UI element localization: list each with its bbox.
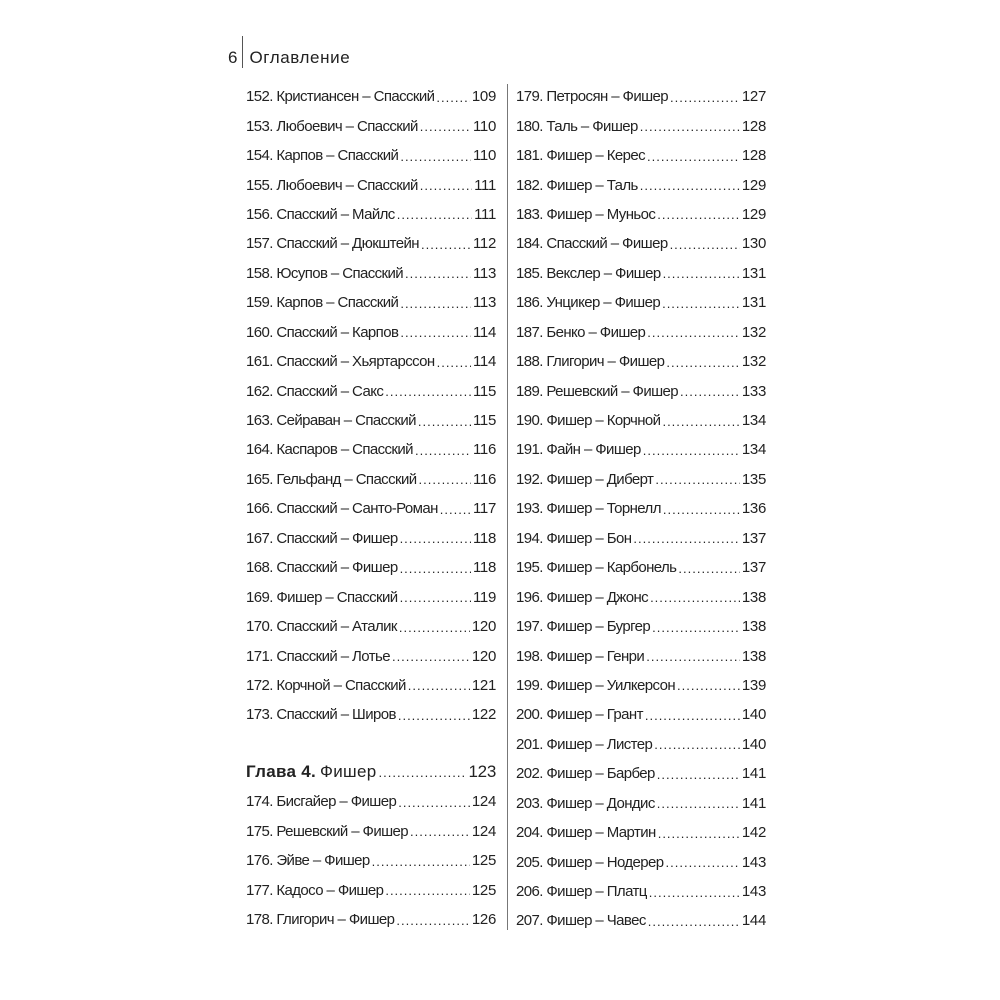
toc-entry[interactable] — [516, 259, 766, 288]
entry-page: 138 — [741, 588, 766, 606]
entry-title: 156. Спасский – Майлс — [246, 205, 395, 223]
dot-leader — [399, 620, 470, 634]
toc-entry[interactable] — [516, 671, 766, 700]
toc-entry[interactable] — [246, 612, 496, 641]
entry-title: 200. Фишер – Грант — [516, 706, 643, 724]
entry-title: 182. Фишер – Таль — [516, 176, 638, 194]
entry-page: 135 — [741, 470, 766, 488]
toc-entry[interactable] — [246, 787, 496, 816]
entry-page: 130 — [741, 235, 766, 253]
entry-title: 189. Решевский – Фишер — [516, 382, 679, 400]
entry-title: 169. Фишер – Спасский — [246, 588, 398, 606]
dot-leader — [385, 384, 471, 398]
toc-entry[interactable] — [246, 582, 496, 611]
toc-entry[interactable] — [516, 906, 766, 935]
entry-page: 114 — [472, 323, 496, 341]
entry-title: 159. Карпов – Спасский — [246, 294, 399, 312]
dot-leader — [400, 149, 471, 163]
entry-title: 152. Кристиансен – Спасский — [246, 88, 435, 106]
entry-page: 136 — [741, 500, 766, 518]
entry-page: 113 — [472, 264, 496, 282]
entry-title: 178. Глигорич – Фишер — [246, 911, 395, 929]
chapter-name: Фишер — [320, 762, 377, 782]
toc-entry[interactable] — [246, 700, 496, 729]
entry-page: 111 — [474, 205, 496, 223]
dot-leader — [658, 826, 740, 840]
entry-title: 166. Спасский – Санто-Роман — [246, 500, 438, 518]
dot-leader — [677, 678, 740, 692]
toc-entry[interactable] — [246, 875, 496, 904]
toc-entry[interactable] — [516, 818, 766, 847]
entry-page: 133 — [741, 382, 766, 400]
toc-entry[interactable] — [246, 905, 496, 934]
entry-title: 192. Фишер – Диберт — [516, 470, 654, 488]
toc-entry[interactable] — [246, 524, 496, 553]
dot-leader — [398, 708, 470, 722]
entry-page: 140 — [741, 735, 766, 753]
entry-page: 124 — [471, 822, 496, 840]
entry-title: 207. Фишер – Чавес — [516, 912, 646, 930]
dot-leader — [670, 90, 740, 104]
toc-entry[interactable] — [246, 406, 496, 435]
entry-title: 203. Фишер – Дондис — [516, 794, 655, 812]
dot-leader — [640, 119, 740, 133]
entry-title: 197. Фишер – Бургер — [516, 618, 651, 636]
dot-leader — [649, 885, 740, 899]
toc-entry[interactable] — [516, 200, 766, 229]
entry-page: 115 — [472, 412, 496, 430]
chapter-prefix: Глава 4. — [246, 762, 317, 782]
entry-page: 131 — [741, 294, 766, 312]
dot-leader — [372, 854, 470, 868]
entry-title: 180. Таль – Фишер — [516, 117, 638, 135]
entry-page: 124 — [471, 793, 496, 811]
entry-page: 114 — [472, 353, 496, 371]
entry-title: 174. Бисгайер – Фишер — [246, 793, 397, 811]
entry-title: 155. Любоевич – Спасский — [246, 176, 418, 194]
entry-page: 143 — [741, 853, 766, 871]
entry-title: 162. Спасский – Сакс — [246, 382, 384, 400]
dot-leader — [392, 649, 470, 663]
dot-leader — [666, 855, 740, 869]
toc-entry[interactable] — [516, 847, 766, 876]
toc-entry[interactable] — [246, 494, 496, 523]
entry-page: 139 — [741, 676, 766, 694]
dot-leader — [657, 796, 740, 810]
entry-page: 118 — [472, 559, 496, 577]
entry-title: 204. Фишер – Мартин — [516, 824, 656, 842]
entry-title: 170. Спасский – Аталик — [246, 618, 397, 636]
entry-page: 118 — [472, 529, 496, 547]
dot-leader — [663, 266, 740, 280]
toc-entry[interactable] — [516, 641, 766, 670]
toc-entry[interactable] — [516, 435, 766, 464]
dot-leader — [647, 149, 740, 163]
toc-entry[interactable] — [516, 759, 766, 788]
entry-title: 196. Фишер – Джонс — [516, 588, 649, 606]
dot-leader — [405, 266, 471, 280]
entry-title: 177. Кадосо – Фишер — [246, 881, 384, 899]
toc-left-column — [246, 82, 496, 934]
entry-title: 185. Векслер – Фишер — [516, 264, 661, 282]
entry-page: 119 — [472, 588, 496, 606]
entry-page: 109 — [471, 88, 496, 106]
chapter-page: 123 — [468, 762, 496, 782]
page-number: 6 — [228, 48, 238, 67]
entry-page: 117 — [472, 500, 496, 518]
entry-page: 113 — [472, 294, 496, 312]
dot-leader — [396, 913, 469, 927]
toc-entry[interactable] — [516, 288, 766, 317]
dot-leader — [657, 767, 740, 781]
entry-page: 128 — [741, 117, 766, 135]
entry-title: 153. Любоевич – Спасский — [246, 117, 418, 135]
chapter-heading[interactable] — [246, 758, 496, 787]
entry-page: 141 — [741, 794, 766, 812]
entry-page: 137 — [741, 559, 766, 577]
dot-leader — [410, 824, 470, 838]
entry-title: 167. Спасский – Фишер — [246, 529, 398, 547]
toc-entry[interactable] — [246, 200, 496, 229]
toc-right-column — [516, 82, 766, 936]
toc-entry[interactable] — [516, 141, 766, 170]
entry-page: 115 — [472, 382, 496, 400]
dot-leader — [645, 708, 740, 722]
entry-title: 198. Фишер – Генри — [516, 647, 645, 665]
toc-entry[interactable] — [246, 376, 496, 405]
toc-entry[interactable] — [246, 229, 496, 258]
dot-leader — [421, 237, 471, 251]
entry-title: 186. Унцикер – Фишер — [516, 294, 661, 312]
toc-entry[interactable] — [516, 465, 766, 494]
dot-leader — [647, 325, 740, 339]
entry-page: 144 — [741, 912, 766, 930]
dot-leader — [415, 443, 471, 457]
entry-title: 179. Петросян – Фишер — [516, 88, 669, 106]
toc-entry[interactable] — [246, 671, 496, 700]
entry-page: 116 — [472, 470, 496, 488]
toc-entry[interactable] — [516, 170, 766, 199]
column-divider — [507, 84, 508, 930]
toc-entry[interactable] — [246, 553, 496, 582]
entry-page: 129 — [741, 176, 766, 194]
dot-leader — [663, 502, 740, 516]
toc-entry[interactable] — [516, 877, 766, 906]
entry-page: 122 — [471, 706, 496, 724]
entry-title: 165. Гельфанд – Спасский — [246, 470, 417, 488]
entry-page: 111 — [474, 176, 496, 194]
entry-page: 134 — [741, 412, 766, 430]
entry-title: 160. Спасский – Карпов — [246, 323, 399, 341]
entry-page: 116 — [472, 441, 496, 459]
entry-page: 131 — [741, 264, 766, 282]
dot-leader — [400, 325, 471, 339]
dot-leader — [437, 355, 471, 369]
entry-title: 171. Спасский – Лотье — [246, 647, 390, 665]
toc-entry[interactable] — [246, 288, 496, 317]
toc-entry[interactable] — [246, 641, 496, 670]
entry-page: 125 — [471, 852, 496, 870]
toc-entry[interactable] — [246, 170, 496, 199]
dot-leader — [648, 914, 740, 928]
entry-title: 206. Фишер – Платц — [516, 883, 647, 901]
toc-entry[interactable] — [516, 229, 766, 258]
toc-entry[interactable] — [516, 553, 766, 582]
entry-page: 132 — [741, 323, 766, 341]
spacer — [246, 730, 496, 758]
dot-leader — [640, 178, 740, 192]
entry-page: 140 — [741, 706, 766, 724]
dot-leader — [397, 207, 472, 221]
dot-leader — [643, 443, 740, 457]
toc-entry[interactable] — [246, 846, 496, 875]
entry-page: 132 — [741, 353, 766, 371]
dot-leader — [440, 502, 471, 516]
toc-entry[interactable] — [516, 376, 766, 405]
entry-title: 181. Фишер – Керес — [516, 147, 646, 165]
entry-title: 172. Корчной – Спасский — [246, 676, 406, 694]
dot-leader — [654, 737, 740, 751]
dot-leader — [662, 296, 740, 310]
page-title: Оглавление — [249, 48, 351, 67]
dot-leader — [400, 561, 471, 575]
entry-title: 193. Фишер – Торнелл — [516, 500, 661, 518]
entry-title: 168. Спасский – Фишер — [246, 559, 398, 577]
toc-entry[interactable] — [516, 730, 766, 759]
dot-leader — [400, 590, 471, 604]
dot-leader — [419, 472, 471, 486]
entry-page: 134 — [741, 441, 766, 459]
entry-title: 173. Спасский – Широв — [246, 706, 396, 724]
dot-leader — [400, 296, 471, 310]
toc-entry[interactable] — [246, 817, 496, 846]
dot-leader — [657, 207, 740, 221]
entry-title: 157. Спасский – Дюкштейн — [246, 235, 419, 253]
entry-page: 138 — [741, 618, 766, 636]
dot-leader — [670, 237, 740, 251]
entry-title: 191. Файн – Фишер — [516, 441, 641, 459]
toc-entry[interactable] — [516, 82, 766, 111]
toc-entry[interactable] — [246, 465, 496, 494]
entry-title: 164. Каспаров – Спасский — [246, 441, 413, 459]
dot-leader — [646, 649, 740, 663]
entry-page: 110 — [472, 117, 496, 135]
entry-title: 195. Фишер – Карбонель — [516, 559, 677, 577]
entry-title: 187. Бенко – Фишер — [516, 323, 646, 341]
entry-title: 158. Юсупов – Спасский — [246, 264, 404, 282]
entry-title: 202. Фишер – Барбер — [516, 765, 655, 783]
dot-leader — [655, 472, 740, 486]
entry-page: 120 — [471, 618, 496, 636]
toc-entry[interactable] — [516, 111, 766, 140]
toc-entry[interactable] — [516, 700, 766, 729]
entry-title: 161. Спасский – Хьяртарссон — [246, 353, 435, 371]
dot-leader — [678, 561, 739, 575]
toc-entry[interactable] — [246, 111, 496, 140]
entry-page: 142 — [741, 824, 766, 842]
toc-entry[interactable] — [516, 612, 766, 641]
entry-page: 129 — [741, 205, 766, 223]
dot-leader — [666, 355, 739, 369]
entry-page: 128 — [741, 147, 766, 165]
entry-page: 112 — [472, 235, 496, 253]
header-divider — [242, 36, 243, 68]
entry-title: 188. Глигорич – Фишер — [516, 353, 665, 371]
entry-page: 126 — [471, 911, 496, 929]
entry-page: 138 — [741, 647, 766, 665]
toc-entry[interactable] — [246, 82, 496, 111]
entry-title: 183. Фишер – Муньос — [516, 205, 656, 223]
entry-page: 120 — [471, 647, 496, 665]
entry-title: 190. Фишер – Корчной — [516, 412, 661, 430]
dot-leader — [379, 765, 467, 779]
dot-leader — [408, 678, 470, 692]
page-header — [228, 42, 350, 74]
toc-entry[interactable] — [516, 318, 766, 347]
dot-leader — [398, 795, 470, 809]
entry-title: 176. Эйве – Фишер — [246, 852, 370, 870]
entry-title: 175. Решевский – Фишер — [246, 822, 409, 840]
entry-title: 194. Фишер – Бон — [516, 529, 632, 547]
dot-leader — [385, 883, 470, 897]
dot-leader — [633, 531, 739, 545]
dot-leader — [436, 90, 469, 104]
toc-entry[interactable] — [516, 406, 766, 435]
dot-leader — [420, 119, 471, 133]
dot-leader — [420, 178, 472, 192]
entry-title: 184. Спасский – Фишер — [516, 235, 668, 253]
toc-entry[interactable] — [516, 347, 766, 376]
dot-leader — [652, 620, 740, 634]
toc-entry[interactable] — [516, 582, 766, 611]
entry-title: 205. Фишер – Нодерер — [516, 853, 664, 871]
toc-entry[interactable] — [516, 494, 766, 523]
toc-entry[interactable] — [246, 347, 496, 376]
dot-leader — [650, 590, 740, 604]
toc-entry[interactable] — [246, 141, 496, 170]
entry-title: 154. Карпов – Спасский — [246, 147, 399, 165]
entry-title: 199. Фишер – Уилкерсон — [516, 676, 676, 694]
entry-page: 141 — [741, 765, 766, 783]
toc-entry[interactable] — [246, 435, 496, 464]
dot-leader — [680, 384, 740, 398]
entry-page: 137 — [741, 529, 766, 547]
toc-entry[interactable] — [516, 524, 766, 553]
entry-page: 121 — [471, 676, 496, 694]
entry-page: 143 — [741, 883, 766, 901]
entry-page: 125 — [471, 881, 496, 899]
entry-page: 127 — [741, 88, 766, 106]
toc-entry[interactable] — [246, 318, 496, 347]
toc-entry[interactable] — [246, 259, 496, 288]
dot-leader — [418, 414, 471, 428]
entry-page: 110 — [472, 147, 496, 165]
entry-title: 163. Сейраван – Спасский — [246, 412, 416, 430]
entry-title: 201. Фишер – Листер — [516, 735, 653, 753]
dot-leader — [662, 414, 739, 428]
dot-leader — [400, 531, 471, 545]
toc-entry[interactable] — [516, 789, 766, 818]
